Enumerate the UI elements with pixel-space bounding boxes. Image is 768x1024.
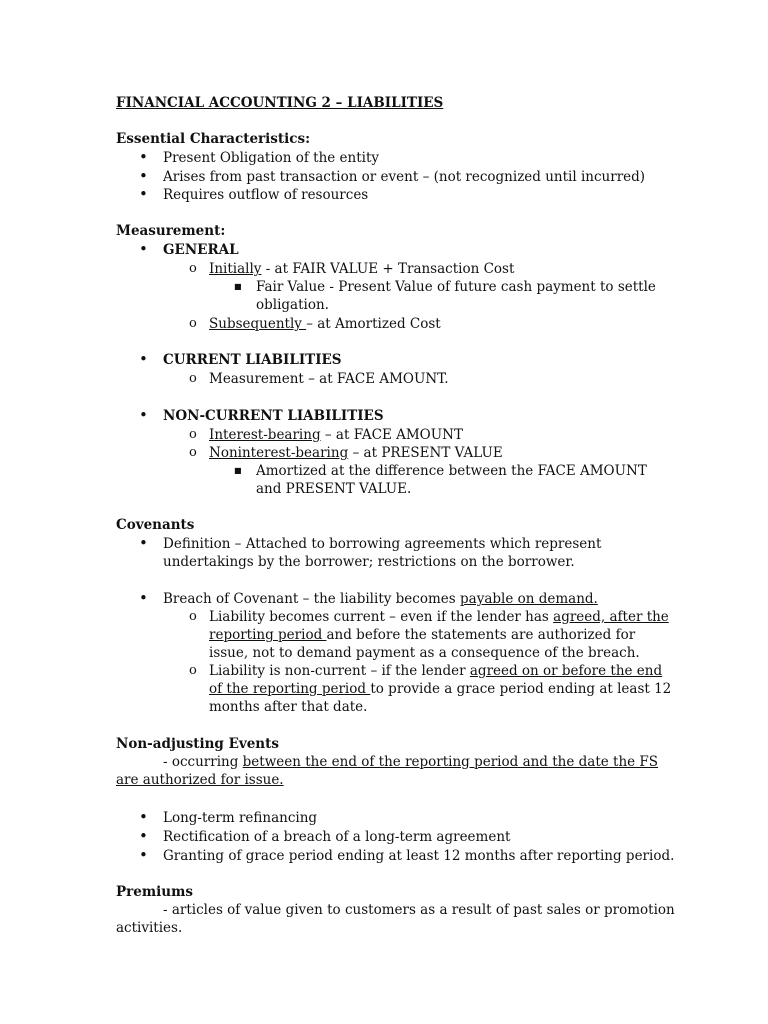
measurement-heading: Measurement: xyxy=(116,223,226,239)
essential-item: Present Obligation of the entity xyxy=(163,150,380,166)
nonadjusting-item: Granting of grace period ending at least 12 months after reporting period. xyxy=(163,848,675,864)
square-bullet-icon: ■ xyxy=(234,466,242,475)
circle-bullet-icon: o xyxy=(189,445,197,460)
amortized-line-1: Amortized at the difference between the FACE AMOUNT xyxy=(256,463,647,479)
current-case-line-2 xyxy=(209,626,635,644)
covenants-heading: Covenants xyxy=(116,517,195,533)
noninterest-bearing-term: Noninterest-bearing xyxy=(209,445,349,461)
covenant-definition-2: undertakings by the borrower; restrictions on the borrower. xyxy=(163,554,575,570)
premiums-heading: Premiums xyxy=(116,884,193,900)
circle-bullet-icon: o xyxy=(189,427,197,442)
circle-bullet-icon: o xyxy=(189,663,197,678)
noncurrent-case-term: of the reporting period xyxy=(209,681,371,697)
square-bullet-icon: ■ xyxy=(234,282,242,291)
breach-line xyxy=(163,590,598,608)
noncurrent-case-line-1 xyxy=(209,662,662,680)
current-measurement: Measurement – at FACE AMOUNT. xyxy=(209,371,449,387)
subsequently-text: – at Amortized Cost xyxy=(306,316,441,332)
bullet-icon: • xyxy=(139,185,148,203)
circle-bullet-icon: o xyxy=(189,261,197,276)
noncurrent-case-text: to provide a grace period ending at least 12 xyxy=(370,681,672,697)
interest-bearing-text: – at FACE AMOUNT xyxy=(320,427,463,443)
nonadjusting-desc-line-1 xyxy=(163,753,658,771)
current-case-text: and before the statements are authorized for xyxy=(326,627,636,643)
current-case-term: agreed, after the xyxy=(553,609,669,625)
essential-heading: Essential Characteristics: xyxy=(116,131,311,147)
general-label: GENERAL xyxy=(163,242,239,258)
bullet-icon: • xyxy=(139,808,148,826)
current-case-term: reporting period xyxy=(209,627,327,643)
bullet-icon: • xyxy=(139,846,148,864)
initially-term: Initially xyxy=(209,261,262,277)
initially-line xyxy=(209,260,514,278)
bullet-icon: • xyxy=(139,148,148,166)
nonadjusting-item: Rectification of a breach of a long-term agreement xyxy=(163,829,511,845)
subsequently-term: Subsequently xyxy=(209,316,307,332)
noninterest-bearing-line xyxy=(209,444,503,462)
bullet-icon: • xyxy=(139,167,148,185)
bullet-icon: • xyxy=(139,406,148,424)
interest-bearing-line xyxy=(209,426,463,444)
covenant-definition-1: Definition – Attached to borrowing agreements which represent xyxy=(163,536,602,552)
noninterest-bearing-text: – at PRESENT VALUE xyxy=(348,445,503,461)
noncurrent-case-line-3: months after that date. xyxy=(209,699,368,715)
fair-value-line-2: obligation. xyxy=(256,297,329,313)
circle-bullet-icon: o xyxy=(189,316,197,331)
circle-bullet-icon: o xyxy=(189,371,197,386)
amortized-line-2: and PRESENT VALUE. xyxy=(256,481,412,497)
premiums-desc-line-1: - articles of value given to customers as a result of past sales or promotion xyxy=(163,902,675,918)
breach-text: Breach of Covenant – the liability becomes xyxy=(163,591,460,607)
nonadjusting-desc-text: - occurring xyxy=(163,754,243,770)
breach-term: payable on demand. xyxy=(460,591,598,607)
nonadjusting-item: Long-term refinancing xyxy=(163,810,318,826)
bullet-icon: • xyxy=(139,827,148,845)
subsequently-line xyxy=(209,315,441,333)
nonadjusting-heading: Non-adjusting Events xyxy=(116,736,279,752)
bullet-icon: • xyxy=(139,534,148,552)
document-title: FINANCIAL ACCOUNTING 2 – LIABILITIES xyxy=(116,95,444,111)
noncurrent-case-term: agreed on or before the end xyxy=(469,663,663,679)
initially-text: - at FAIR VALUE + Transaction Cost xyxy=(261,261,515,277)
bullet-icon: • xyxy=(139,240,148,258)
bullet-icon: • xyxy=(139,589,148,607)
current-case-line-3: issue, not to demand payment as a consequence of the breach. xyxy=(209,645,640,661)
bullet-icon: • xyxy=(139,350,148,368)
nonadjusting-desc-line-2: are authorized for issue. xyxy=(116,772,284,788)
noncurrent-liabilities-label: NON-CURRENT LIABILITIES xyxy=(163,408,384,424)
premiums-desc-line-2: activities. xyxy=(116,920,183,936)
current-liabilities-label: CURRENT LIABILITIES xyxy=(163,352,342,368)
current-case-text: Liability becomes current – even if the lender has xyxy=(209,609,554,625)
interest-bearing-term: Interest-bearing xyxy=(209,427,321,443)
nonadjusting-desc-term: between the end of the reporting period and the date the FS xyxy=(242,754,659,770)
noncurrent-case-line-2 xyxy=(209,680,671,698)
fair-value-line-1: Fair Value - Present Value of future cash payment to settle xyxy=(256,279,656,295)
circle-bullet-icon: o xyxy=(189,609,197,624)
essential-item: Requires outflow of resources xyxy=(163,187,369,203)
noncurrent-case-text: Liability is non-current – if the lender xyxy=(209,663,470,679)
current-case-line-1 xyxy=(209,608,669,626)
essential-item: Arises from past transaction or event – (not recognized until incurred) xyxy=(163,169,646,185)
